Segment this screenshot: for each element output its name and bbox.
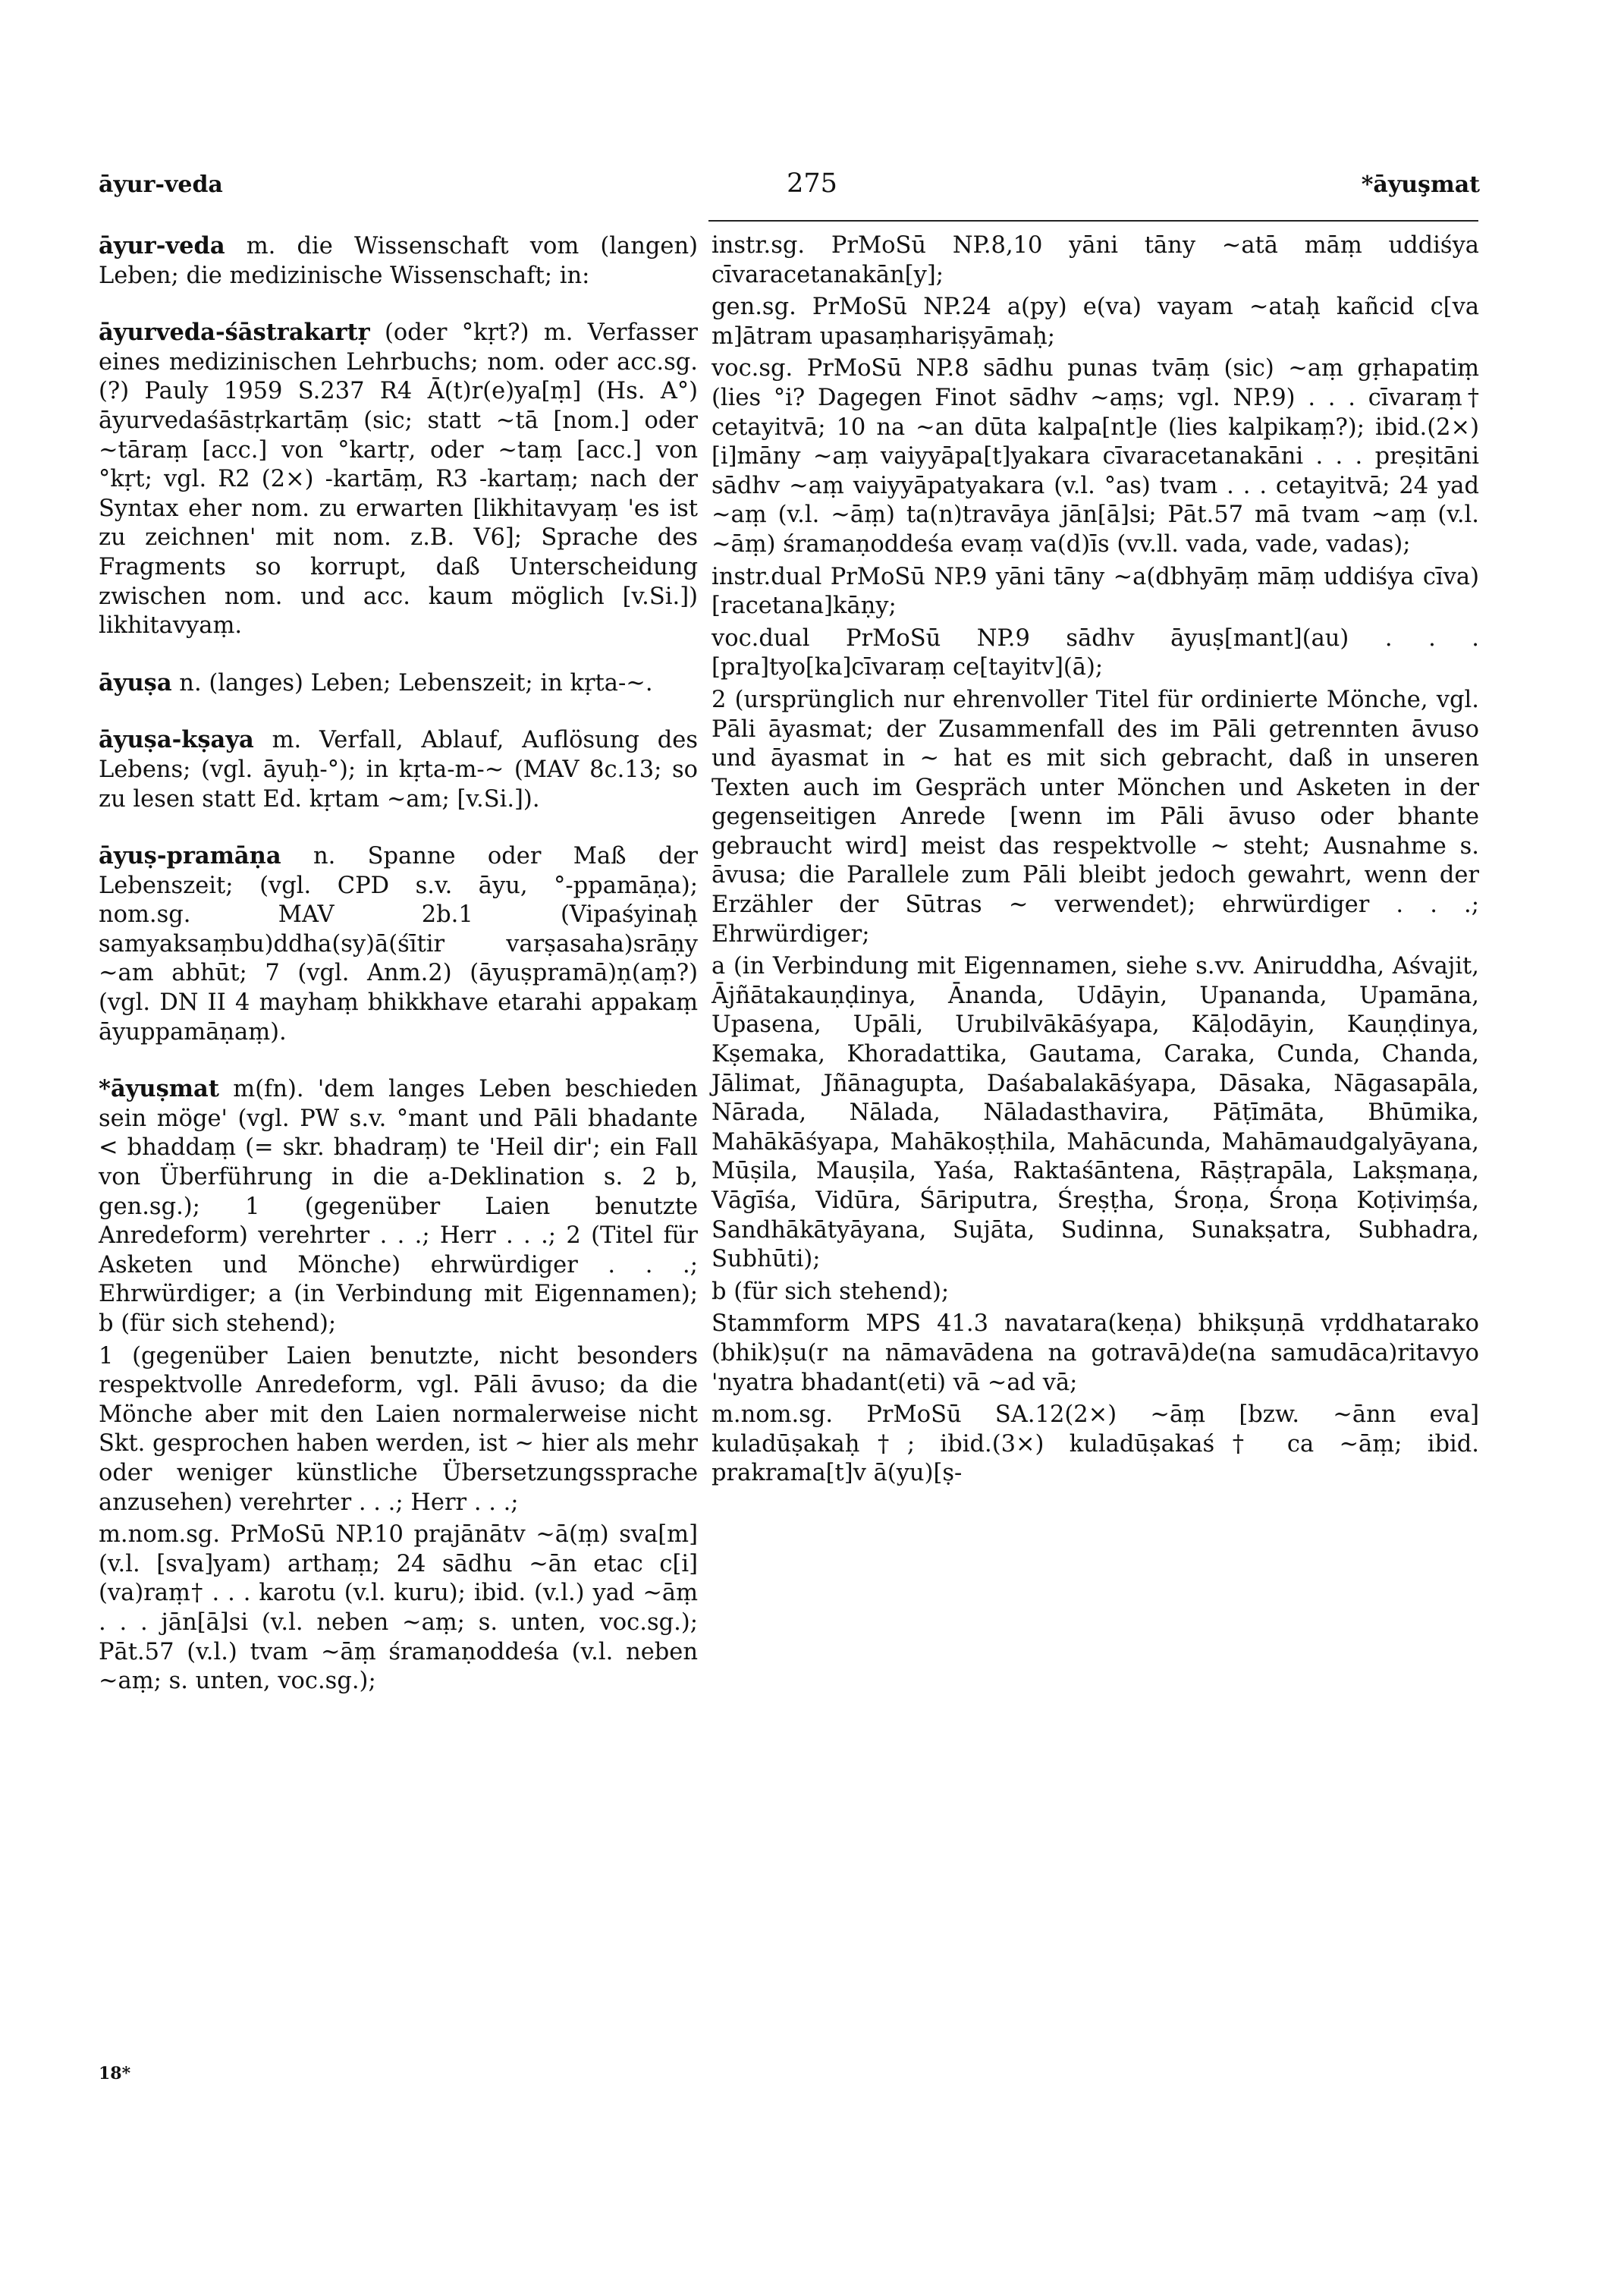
dictionary-entry bbox=[99, 725, 698, 814]
dictionary-entry bbox=[99, 318, 698, 641]
entry-subsection: a (in Verbindung mit Eigennamen, siehe s.vv. Aniruddha, Aśvajit, Ājñātakauṇḍinya, Ānanda, Udāyin, Upananda, Upamāna, Upasena, Upāli, Urubilvākāśyapa, Kāḷodāyin, Kauṇḍinya, Kṣemaka, Khoradattika, Gautama, Caraka, Cunda, Chanda, Jālimat, Jñānagupta, Daśabalakāśyapa, Dāsaka, Nāgasapāla, Nārada, Nālada, Nāladasthavira, Pāṭīmāta, Bhūmika, Mahākāśyapa, Mahākoṣṭhila, Mahācunda, Mahāmaudgalyāyana, Mūṣila, Mauṣila, Yaśa, Raktaśāntena, Rāṣṭrapāla, Lakṣmaṇa, Vāgīśa, Vidūra, Śāriputra, Śreṣṭha, Śroṇa, Śroṇa Koṭiviṃśa, Sandhākātyāyana, Sujāta, Sudinna, Sunakṣatra, Subhadra, Subhūti); bbox=[711, 953, 1479, 1273]
page-number: 275 bbox=[787, 168, 837, 199]
entry-body: (oder °kṛt?) m. Verfasser eines medizinischen Lehrbuchs; nom. oder acc.sg.(?) Pauly 1959 S.237 R4 Ā(t)r(e)ya[ṃ] (Hs. A°) āyurvedaśāstṛkartāṃ (sic; statt ~tā [nom.] oder ~tāraṃ [acc.] von °kartṛ, oder ~taṃ [acc.] von °kṛt; vgl. R2 (2×) -kartāṃ, R3 -kartaṃ; nach der Syntax eher nom. zu erwarten [likhitavyaṃ 'es ist zu zeichnen' mit nom. z.B. V6]; Sprache des Fragments so korrupt, daß Unterscheidung zwischen nom. und acc. kaum möglich [v.Si.]) likhitavyaṃ. bbox=[99, 319, 698, 640]
running-head-right: *āyuşmat bbox=[1361, 171, 1480, 198]
entry-body: n. (langes) Leben; Lebenszeit; in kṛta-~. bbox=[179, 669, 653, 697]
entry-subsection: instr.dual PrMoSū NP.9 yāni tāny ~a(dbhyāṃ māṃ uddiśya cīva)[racetana]kāṇy; bbox=[711, 563, 1479, 620]
entry-body: m. Verfall, Ablauf, Auflösung des Lebens; (vgl. āyuḥ-°); in kṛta-m-~ (MAV 8c.13; so zu lesen statt Ed. kṛtam ~am; [v.Si.]). bbox=[99, 727, 698, 813]
entry-subsection: b (für sich stehend); bbox=[711, 1278, 950, 1305]
entry-subsection: m.nom.sg. PrMoSū SA.12(2×) ~āṃ [bzw. ~ānn eva] kuladūṣakaḥ†; ibid.(3×) kuladūṣakaś† ca ~āṃ; ibid. prakrama[t]v ā(yu)[ṣ- bbox=[711, 1401, 1479, 1487]
headword: āyuṣ-pramāṇa bbox=[99, 842, 281, 870]
headword: āyur-veda bbox=[99, 232, 225, 259]
entry-body: m(fn). 'dem langes Leben beschieden sein möge' (vgl. PW s.v. °mant und Pāli bhadante < bhaddaṃ (= skr. bhadraṃ) te 'Heil dir'; ein Fall von Überführung in die a-Deklination s. 2 b, gen.sg.); 1 (gegenüber Laien benutzte Anredeform) verehrter . . .; Herr . . .; 2 (Titel für Asketen und Mönche) ehrwürdiger . . .; Ehrwürdiger; a (in Verbindung mit Eigennamen); b (für sich stehend); bbox=[99, 1076, 698, 1337]
entry-subsection: voc.dual PrMoSū NP.9 sādhv āyuṣ[mant](au) . . . [pra]tyo[ka]cīvaraṃ ce[tayitv](ā); bbox=[711, 624, 1479, 681]
left-column bbox=[99, 231, 698, 1700]
headword: āyuṣa bbox=[99, 668, 172, 697]
entry-body: 1 (gegenüber Laien benutzte, nicht besonders respektvolle Anredeform, vgl. Pāli āvuso; da die Mönche aber mit den Laien normalerweise nicht Skt. gesprochen haben werden, ist ~ hier als mehr oder weniger künstliche Übersetzungssprache anzusehen) verehrter . . .; Herr . . .; bbox=[99, 1342, 698, 1516]
entry-subsection: Stammform MPS 41.3 navatara(keṇa) bhikṣuṇā vṛddhatarako (bhik)ṣu(r na nāmavādena na gotravā)de(na samudāca)ritavyo 'nyatra bhadant(eti) vā ~ad vā; bbox=[711, 1310, 1479, 1396]
headword: āyuṣa-kṣaya bbox=[99, 726, 254, 754]
dictionary-entry bbox=[99, 231, 698, 291]
entry-subsection: instr.sg. PrMoSū NP.8,10 yāni tāny ~atā māṃ uddiśya cīvaracetanakān[y]; bbox=[711, 232, 1479, 288]
entry-subsection: gen.sg. PrMoSū NP.24 a(py) e(va) vayam ~ataḥ kañcid c[va m]ātram upasaṃhariṣyāmaḥ; bbox=[711, 294, 1479, 350]
right-column bbox=[711, 231, 1479, 1492]
signature-mark: 18* bbox=[99, 2064, 131, 2083]
column-rule bbox=[708, 220, 1478, 222]
headword: *āyuṣmat bbox=[99, 1075, 219, 1103]
entry-body: m.nom.sg. PrMoSū NP.10 prajānātv ~ā(ṃ) sva[m] (v.l. [sva]yam) arthaṃ; 24 sādhu ~ān etac c[i](va)raṃ† . . . karotu (v.l. kuru); ibid. (v.l.) yad ~āṃ . . . jān[ā]si (v.l. neben ~aṃ; s. unten, voc.sg.); Pāt.57 (v.l.) tvam ~āṃ śramaṇoddeśa (v.l. neben ~aṃ; s. unten, voc.sg.); bbox=[99, 1521, 698, 1695]
dictionary-entry bbox=[99, 841, 698, 1047]
entry-subsection bbox=[99, 1342, 698, 1518]
entry-body: m. die Wissenschaft vom (langen) Leben; die medizinische Wissenschaft; in: bbox=[99, 233, 698, 289]
entry-body: n. Spanne oder Maß der Lebenszeit; (vgl. CPD s.v. āyu, °-ppamāṇa); nom.sg. MAV 2b.1 (Vipaśyinaḥ samyaksaṃbu)ddha(sy)ā(śītir varṣasaha)srāṇy ~am abhūt; 7 (vgl. Anm.2) (āyuṣpramā)ṇ(aṃ?) (vgl. DN II 4 mayhaṃ bhikkhave etarahi appakaṃ āyuppamāṇaṃ). bbox=[99, 843, 698, 1046]
entry-subsection: voc.sg. PrMoSū NP.8 sādhu punas tvāṃ (sic) ~aṃ gṛhapatiṃ (lies °i? Dagegen Finot sādhv ~aṃs; vgl. NP.9) . . . cīvaraṃ† cetayitvā; 10 na ~an dūta kalpa[nt]e (lies kalpikaṃ?); ibid.(2×) [i]māny ~aṃ vaiyyāpa[t]yakara cīvaracetanakāni . . . preṣitāni sādhv ~aṃ vaiyyāpatyakara (v.l. °as) tvam . . . cetayitvā; 24 yad ~aṃ (v.l. ~āṃ) ta(n)travāya jān[ā]si; Pāt.57 mā tvam ~aṃ (v.l. ~āṃ) śramaṇoddeśa evaṃ va(d)īs (vv.ll. vada, vade, vadas); bbox=[711, 355, 1479, 558]
headword: āyurveda-śāstrakartṛ bbox=[99, 319, 370, 347]
entry-subsection bbox=[99, 1520, 698, 1697]
entry-subsection: 2 (ursprünglich nur ehrenvoller Titel für ordinierte Mönche, vgl. Pāli āyasmat; der Zusammenfall des im Pāli getrennten āvuso und āyasmat in ~ hat es mit sich gebracht, daß in unseren Texten auch im Gespräch unter Mönchen und Asketen in der gegenseitigen Anrede [wenn im Pāli āvuso oder bhante gebraucht wird] meist das respektvolle ~ steht; Ausnahme s. āvusa; die Parallele zum Pāli bleibt jedoch gewahrt, wenn der Erzähler der Sūtras ~ verwendet); ehrwürdiger . . .; Ehrwürdiger; bbox=[711, 686, 1479, 948]
dictionary-entry bbox=[99, 1074, 698, 1338]
running-head-left: āyur-veda bbox=[99, 171, 223, 198]
dictionary-entry bbox=[99, 668, 698, 699]
